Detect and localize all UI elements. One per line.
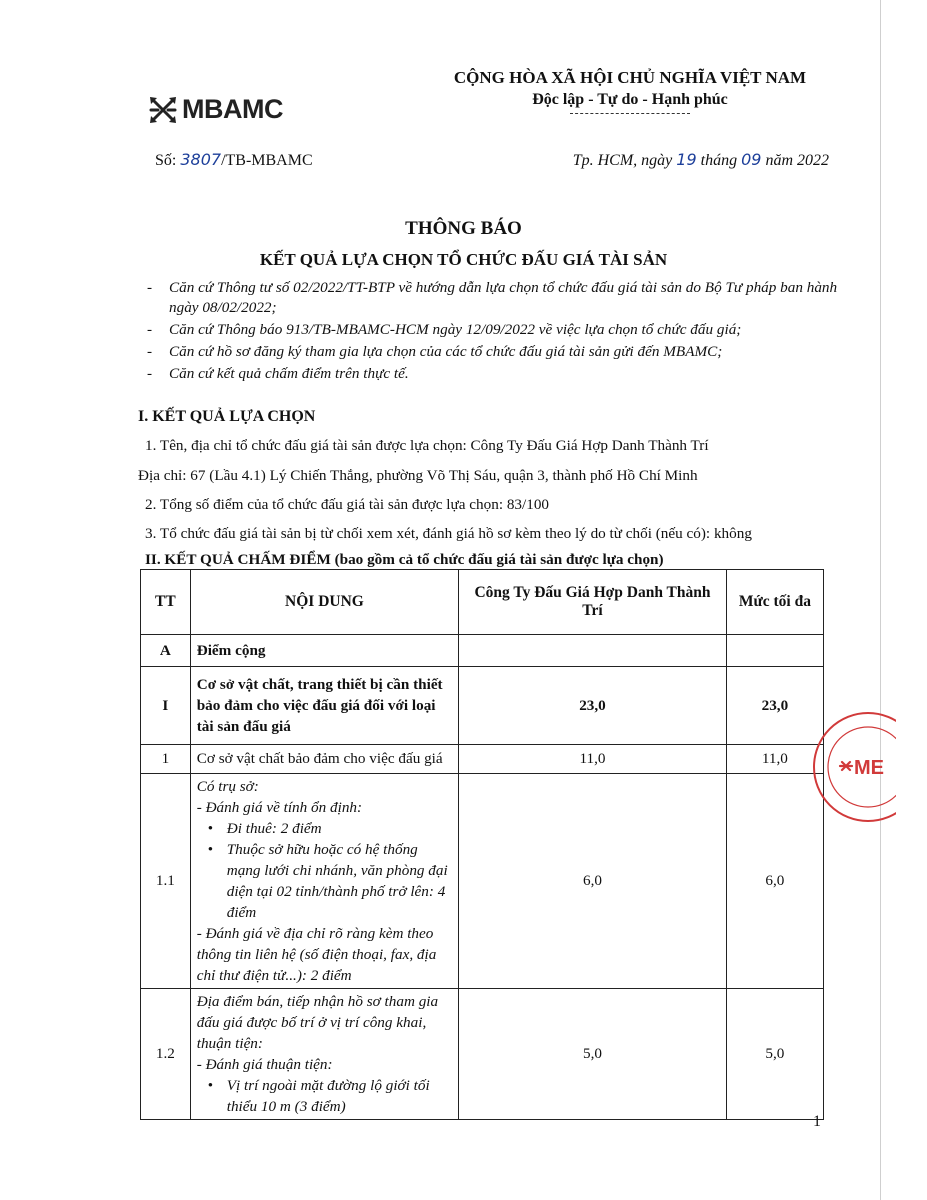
nation-motto: Độc lập - Tự do - Hạnh phúc bbox=[532, 91, 728, 108]
row-score: 11,0 bbox=[459, 745, 727, 774]
table-row bbox=[141, 774, 824, 989]
stamp-text: ME bbox=[854, 757, 884, 779]
company-seal-stamp bbox=[806, 712, 896, 822]
logo-text: MBAMC bbox=[182, 94, 283, 124]
table-row bbox=[141, 745, 824, 774]
row-score: 6,0 bbox=[459, 774, 727, 989]
legal-basis-item: - Căn cứ Thông báo 913/TB-MBAMC-HCM ngày 12/09/2022 về việc lựa chọn tổ chức đấu giá; bbox=[145, 320, 845, 340]
header-content: NỘI DUNG bbox=[190, 570, 458, 635]
rejected-organizations: 3. Tổ chức đấu giá tài sản bị từ chối xem xét, đánh giá hồ sơ kèm theo lý do từ chối (nếu có): không bbox=[145, 525, 752, 542]
criteria-line: - Đánh giá về tính ổn định: bbox=[196, 799, 363, 816]
row-tt: 1.2 bbox=[141, 989, 191, 1120]
table-row bbox=[141, 989, 824, 1120]
national-header bbox=[430, 68, 830, 115]
row-content: Cơ sở vật chất bảo đảm cho việc đấu giá bbox=[190, 745, 458, 774]
criteria-bullet: • Vị trí ngoài mặt đường lộ giới tối thiểu 10 m (3 điểm) bbox=[197, 1075, 452, 1117]
section-2-heading: II. KẾT QUẢ CHẤM ĐIỂM (bao gồm cả tổ chức đấu giá tài sản được lựa chọn) bbox=[145, 551, 664, 568]
table-row bbox=[141, 667, 824, 745]
date-place: Tp. HCM, ngày bbox=[572, 152, 677, 169]
header-max: Mức tối đa bbox=[726, 570, 823, 635]
doc-number-prefix: Số: bbox=[155, 152, 181, 169]
table-row bbox=[141, 635, 824, 667]
row-score bbox=[459, 635, 727, 667]
selected-organization-address: Địa chỉ: 67 (Lầu 4.1) Lý Chiến Thắng, phường Võ Thị Sáu, quận 3, thành phố Hồ Chí Minh bbox=[138, 467, 698, 484]
row-max bbox=[726, 635, 823, 667]
company-logo bbox=[148, 94, 283, 125]
row-max: 5,0 bbox=[726, 989, 823, 1120]
row-tt: 1 bbox=[141, 745, 191, 774]
criteria-bullet: • Thuộc sở hữu hoặc có hệ thống mạng lưới chi nhánh, văn phòng đại diện tại 02 tỉnh/thành phố trở lên: 4 điểm bbox=[197, 839, 452, 923]
nation-title: CỘNG HÒA XÃ HỘI CHỦ NGHĨA VIỆT NAM bbox=[453, 68, 807, 87]
motto-underline bbox=[570, 113, 690, 115]
document-subtitle: KẾT QUẢ LỰA CHỌN TỔ CHỨC ĐẤU GIÁ TÀI SẢN bbox=[259, 250, 668, 269]
row-content bbox=[190, 989, 458, 1120]
criteria-bullet: • Đi thuê: 2 điểm bbox=[197, 818, 452, 839]
criteria-line: Có trụ sở: bbox=[196, 778, 259, 795]
legal-basis-item: - Căn cứ kết quả chấm điểm trên thực tế. bbox=[145, 364, 845, 384]
date-month: 09 bbox=[741, 150, 762, 169]
header-tt: TT bbox=[141, 570, 191, 635]
mbamc-arrows-logo-icon bbox=[148, 95, 178, 125]
date-month-label: tháng bbox=[696, 152, 742, 169]
doc-number-suffix: /TB-MBAMC bbox=[221, 152, 313, 169]
page-edge bbox=[880, 0, 881, 1200]
row-max: 11,0 bbox=[726, 745, 823, 774]
document-title: THÔNG BÁO bbox=[405, 218, 522, 239]
row-tt: I bbox=[141, 667, 191, 745]
row-max: 23,0 bbox=[726, 667, 823, 745]
row-content bbox=[190, 774, 458, 989]
header-company: Công Ty Đấu Giá Hợp Danh Thành Trí bbox=[459, 570, 727, 635]
date-day: 19 bbox=[676, 150, 697, 169]
page-number: 1 bbox=[813, 1113, 821, 1130]
row-tt: A bbox=[141, 635, 191, 667]
document-number bbox=[155, 150, 313, 170]
selected-organization: 1. Tên, địa chỉ tổ chức đấu giá tài sản được lựa chọn: Công Ty Đấu Giá Hợp Danh Thành Trí bbox=[145, 437, 709, 454]
row-tt: 1.1 bbox=[141, 774, 191, 989]
date-year: năm 2022 bbox=[761, 152, 829, 169]
document-date bbox=[573, 150, 829, 170]
criteria-line: - Đánh giá thuận tiện: bbox=[196, 1056, 333, 1073]
table-header-row bbox=[141, 570, 824, 635]
legal-basis-item: - Căn cứ Thông tư số 02/2022/TT-BTP về hướng dẫn lựa chọn tổ chức đấu giá tài sản do Bộ Tư pháp ban hành ngày 08/02/2022; bbox=[145, 278, 845, 318]
section-1-heading: I. KẾT QUẢ LỰA CHỌN bbox=[138, 408, 316, 425]
row-content: Điểm cộng bbox=[190, 635, 458, 667]
legal-bases-list bbox=[145, 278, 845, 386]
total-score: 2. Tổng số điểm của tổ chức đấu giá tài sản được lựa chọn: 83/100 bbox=[145, 496, 550, 513]
legal-basis-item: - Căn cứ hồ sơ đăng ký tham gia lựa chọn của các tổ chức đấu giá tài sản gửi đến MBAMC; bbox=[145, 342, 845, 362]
criteria-line: Địa điểm bán, tiếp nhận hồ sơ tham gia đấu giá được bố trí ở vị trí công khai, thuận tiện: bbox=[196, 993, 439, 1052]
row-content: Cơ sở vật chất, trang thiết bị cần thiết bảo đảm cho việc đấu giá đối với loại tài sản đấu giá bbox=[190, 667, 458, 745]
doc-number-handwritten: 3807 bbox=[180, 150, 222, 169]
row-score: 23,0 bbox=[459, 667, 727, 745]
row-max: 6,0 bbox=[726, 774, 823, 989]
scoring-table bbox=[140, 569, 824, 1120]
criteria-line: - Đánh giá về địa chỉ rõ ràng kèm theo thông tin liên hệ (số điện thoại, fax, địa chỉ thư điện tử...): 2 điểm bbox=[196, 925, 437, 984]
row-score: 5,0 bbox=[459, 989, 727, 1120]
